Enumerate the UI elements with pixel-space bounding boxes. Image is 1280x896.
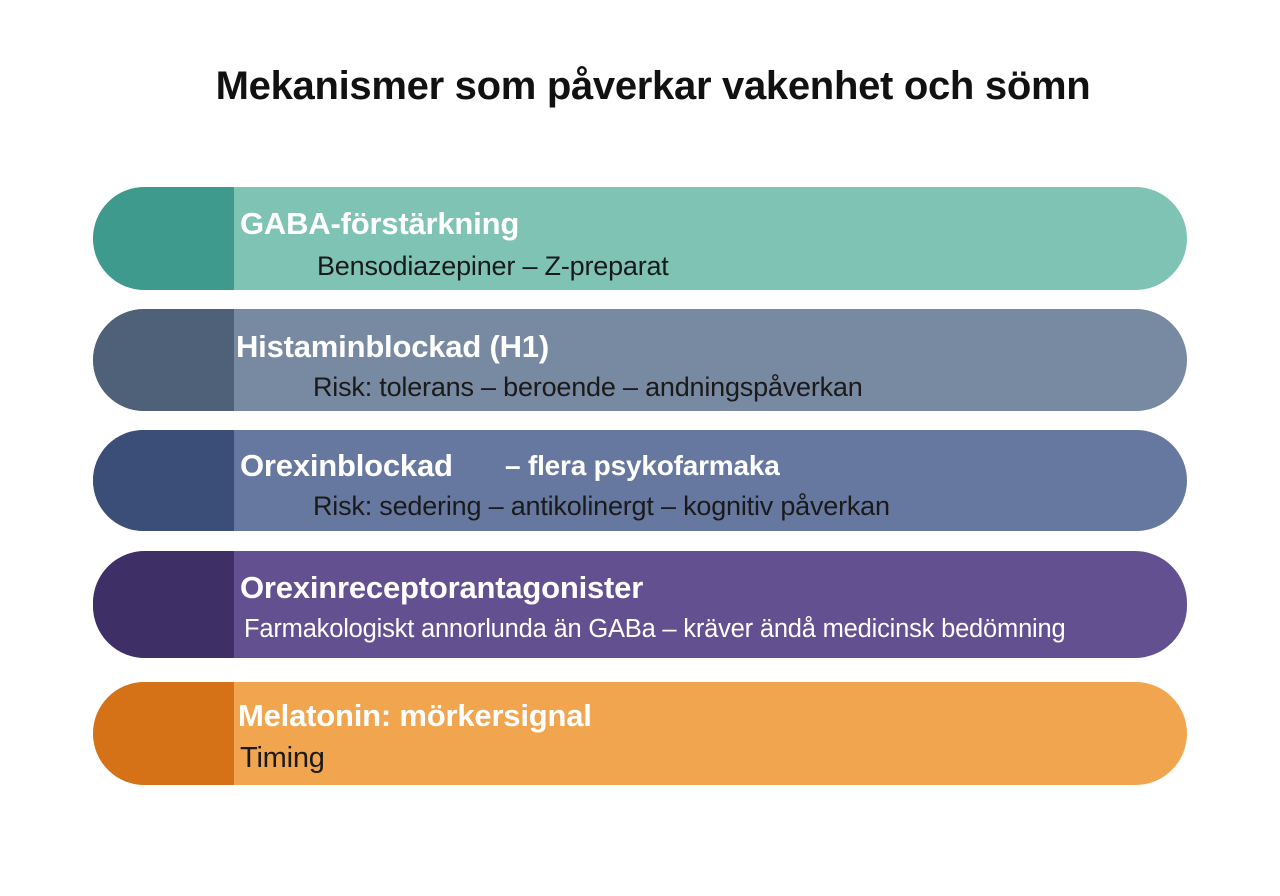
bar-accent-tab — [93, 551, 234, 658]
bar-heading: Melatonin: mörkersignal — [238, 698, 592, 733]
bar-detail: Risk: sedering – antikolinergt – kognitiv påverkan — [313, 491, 890, 521]
bar-heading: Histaminblockad (H1) — [236, 329, 549, 364]
mechanism-bar-orexin-antagonists — [93, 551, 1187, 658]
bar-accent-tab — [93, 682, 234, 785]
diagram-title: Mekanismer som påverkar vakenhet och sömn — [215, 64, 1091, 108]
mechanism-bar-melatonin — [93, 682, 1187, 785]
bar-accent-tab — [93, 309, 234, 411]
mechanism-bar-gaba — [93, 187, 1187, 290]
mechanism-bar-orexin-block — [93, 430, 1187, 531]
bar-accent-tab — [93, 430, 234, 531]
bar-heading: Orexinblockad — [240, 448, 453, 483]
bar-detail: Farmakologiskt annorlunda än GABa – kräver ändå medicinsk bedömning — [244, 615, 1066, 643]
bar-detail: Timing — [240, 742, 325, 774]
bar-heading: Orexinreceptorantagonister — [240, 570, 644, 605]
bar-accent-tab — [93, 187, 234, 290]
bar-heading-extra: – flera psykofarmaka — [505, 450, 780, 481]
mechanism-bar-histamine — [93, 309, 1187, 411]
bar-detail: Risk: tolerans – beroende – andningspåverkan — [313, 372, 863, 402]
bar-heading: GABA-förstärkning — [240, 206, 520, 241]
bar-detail: Bensodiazepiner – Z-preparat — [317, 251, 669, 281]
